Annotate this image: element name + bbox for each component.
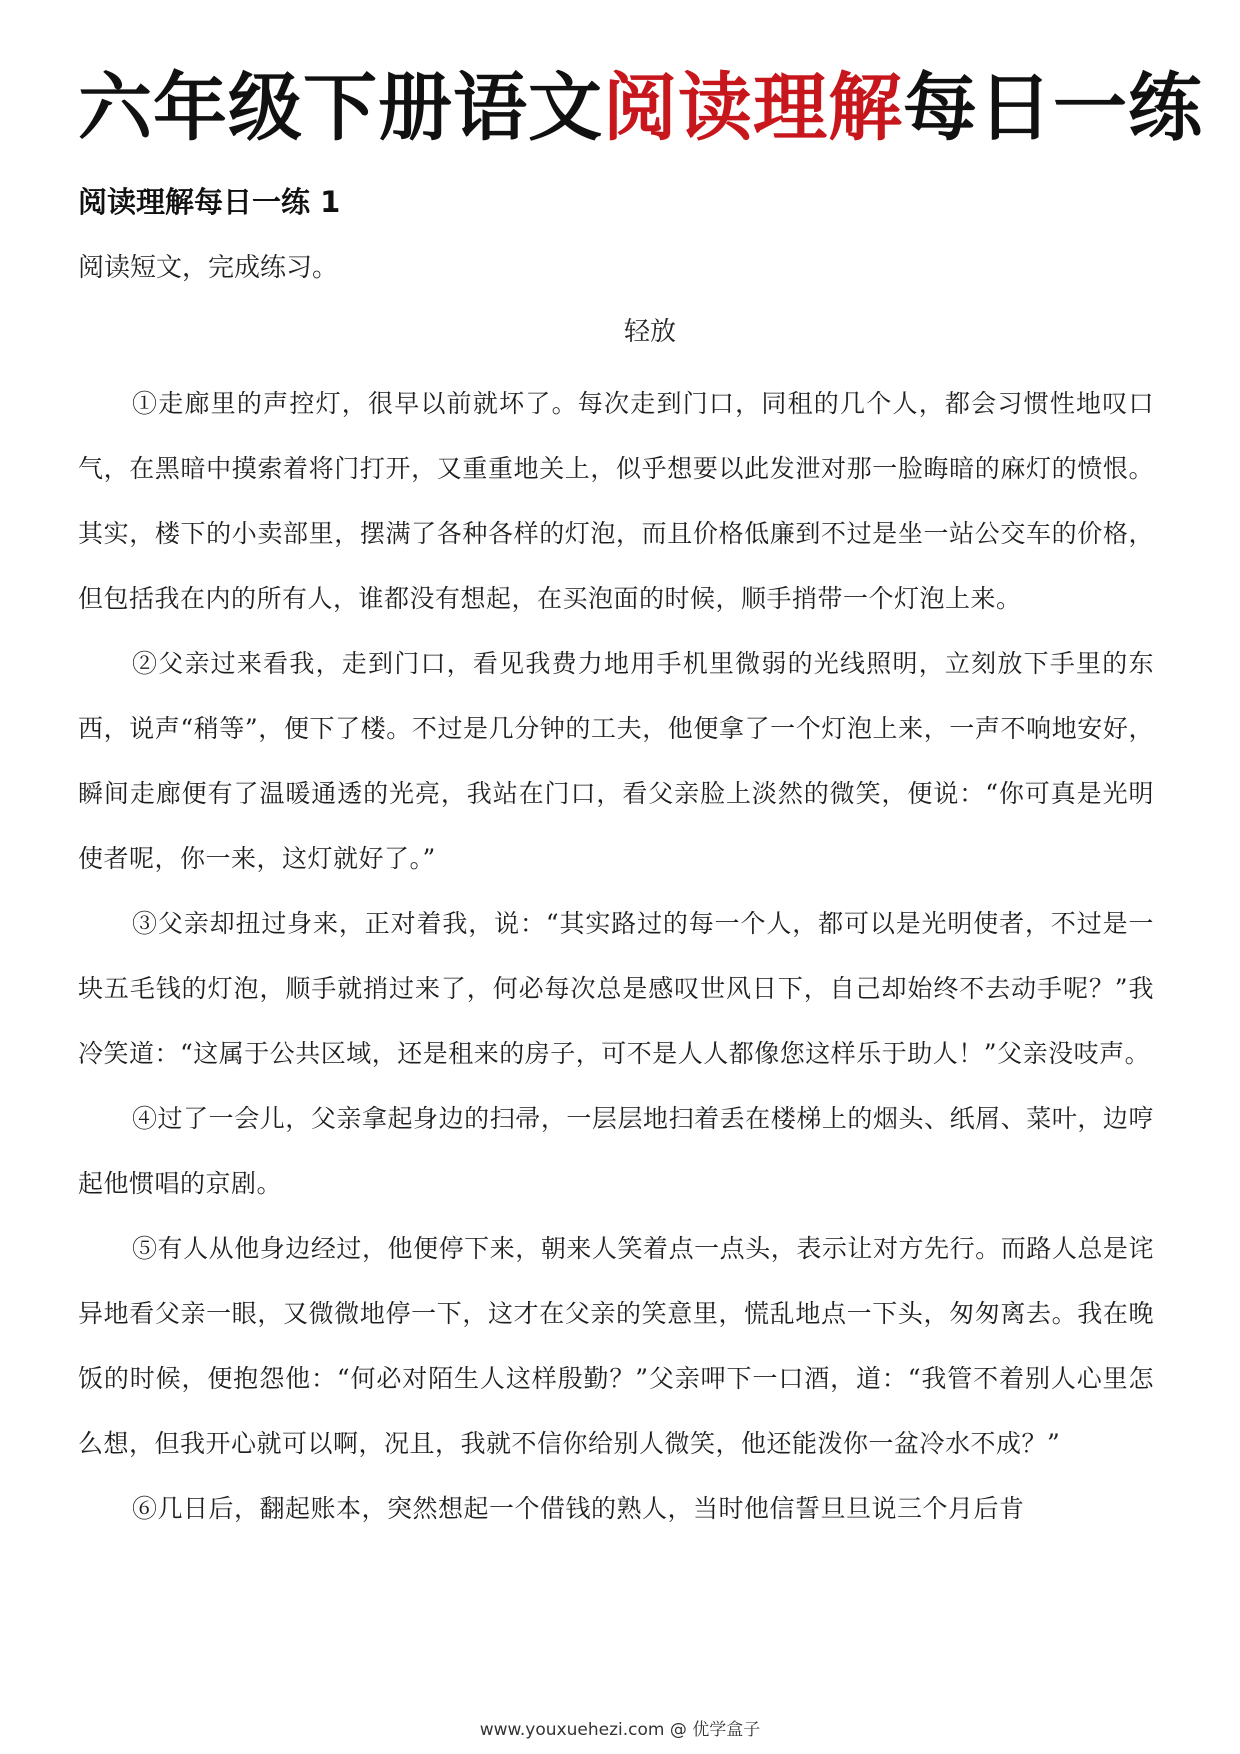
paragraph-2: ②父亲过来看我，走到门口，看见我费力地用手机里微弱的光线照明，立刻放下手里的东西，说声“稍等”，便下了楼。不过是几分钟的工夫，他便拿了一个灯泡上来，一声不响地安好，瞬间走廊便有了温暖通透的光亮，我站在门口，看父亲脸上淡然的微笑，便说：“你可真是光明使者呢，你一来，这灯就好了。” (78, 649, 1154, 873)
page-title (78, 60, 1203, 156)
paragraph-1: ①走廊里的声控灯，很早以前就坏了。每次走到门口，同租的几个人，都会习惯性地叹口气，在黑暗中摸索着将门打开，又重重地关上，似乎想要以此发泄对那一脸晦暗的麻灯的愤恨。其实，楼下的小卖部里，摆满了各种各样的灯泡，而且价格低廉到不过是坐一站公交车的价格，但包括我在内的所有人，谁都没有想起，在买泡面的时候，顺手捎带一个灯泡上来。 (78, 389, 1154, 613)
footer-watermark: www.youxuehezi.com @ 优学盒子 (479, 1720, 761, 1740)
page-title-part1: 六年级下册语文 (78, 65, 603, 151)
instruction-text: 阅读短文，完成练习。 (78, 253, 339, 283)
paragraph-3: ③父亲却扭过身来，正对着我，说：“其实路过的每一个人，都可以是光明使者，不过是一块五毛钱的灯泡，顺手就捎过来了，何必每次总是感叹世风日下，自己却始终不去动手呢？”我冷笑道：“这属于公共区域，还是租来的房子，可不是人人都像您这样乐于助人！”父亲没吱声。 (78, 909, 1154, 1068)
page-title-accent: 阅读理解 (603, 65, 903, 151)
article-title: 轻放 (623, 317, 676, 347)
paragraph-4: ④过了一会儿，父亲拿起身边的扫帚，一层层地扫着丢在楼梯上的烟头、纸屑、菜叶，边哼起他惯唱的京剧。 (78, 1104, 1154, 1198)
paragraph-6: ⑥几日后，翻起账本，突然想起一个借钱的熟人，当时他信誓旦旦说三个月后肯 (132, 1494, 1025, 1523)
paragraph-5: ⑤有人从他身边经过，他便停下来，朝来人笑着点一点头，表示让对方先行。而路人总是诧异地看父亲一眼，又微微地停一下，这才在父亲的笑意里，慌乱地点一下头，匆匆离去。我在晚饭的时候，便抱怨他：“何必对陌生人这样殷勤？”父亲呷下一口酒，道：“我管不着别人心里怎么想，但我开心就可以啊，况且，我就不信你给别人微笑，他还能泼你一盆冷水不成？” (78, 1234, 1154, 1458)
article-body (78, 371, 1154, 1541)
section-title: 阅读理解每日一练 1 (78, 185, 341, 219)
page-title-part2: 每日一练 (903, 65, 1203, 151)
